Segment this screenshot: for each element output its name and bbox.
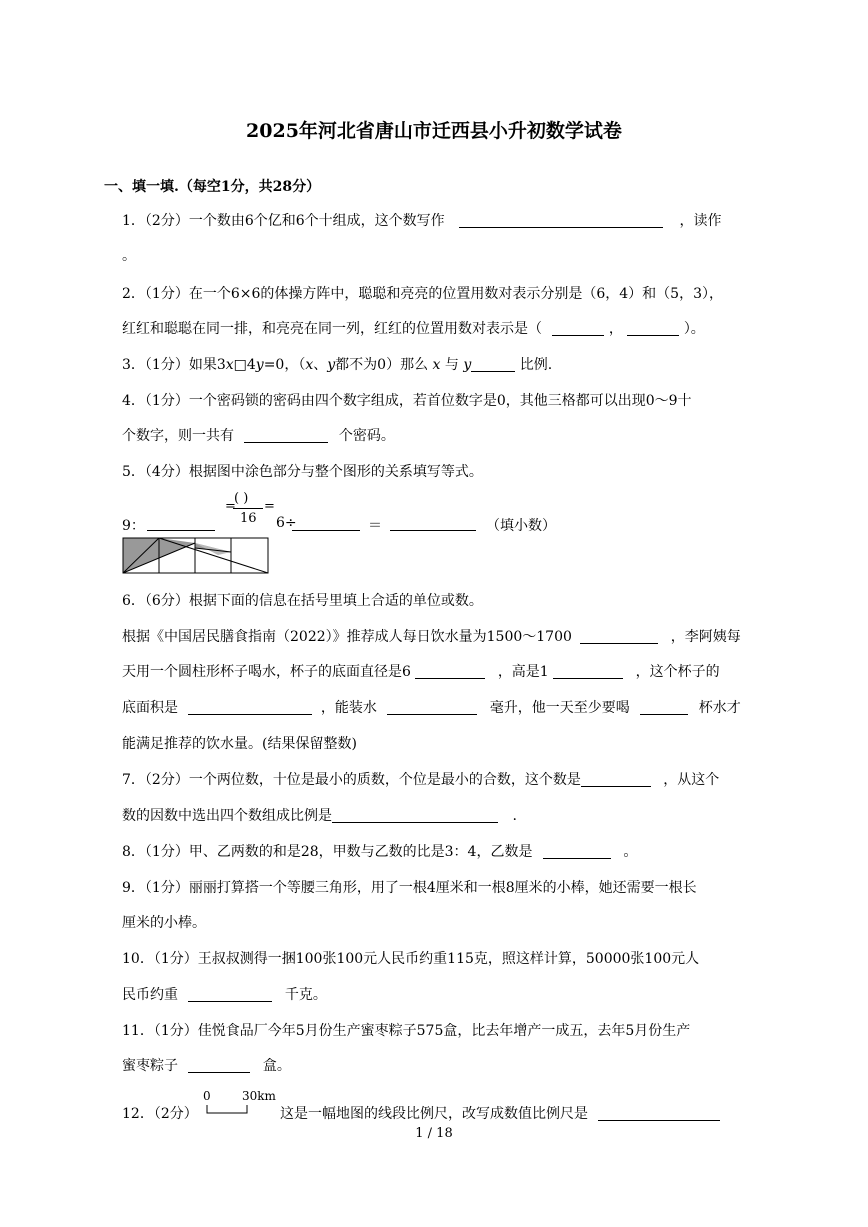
question-2-line1: 2．（1分）在一个6×6的体操方阵中，聪聪和亮亮的位置用数对表示分别是（6，4）和（5，3）， bbox=[122, 286, 723, 302]
scale-bar-zero: 0 bbox=[203, 1089, 211, 1103]
q5-equals: ＝ bbox=[368, 518, 382, 534]
q6-blank-unit-1[interactable] bbox=[580, 629, 658, 644]
question-7-line2 bbox=[122, 805, 517, 825]
var-x: x bbox=[432, 357, 441, 373]
q10-blank[interactable] bbox=[188, 987, 272, 1002]
q6-blank-area[interactable] bbox=[188, 700, 312, 715]
question-4-line1: 4．（1分）一个密码锁的密码由四个数字组成，若首位数字是0，其他三格都可以出现0～9十 bbox=[122, 393, 692, 409]
q8-text: 8．（1分）甲、乙两数的和是28，甲数与乙数的比是3：4，乙数是 bbox=[122, 844, 533, 860]
q3-text-g: 比例. bbox=[519, 357, 553, 373]
q7-text-d: . bbox=[512, 808, 517, 824]
question-7-line1 bbox=[122, 769, 719, 789]
section-heading: 一、填一填.（每空1分，共28分） bbox=[104, 179, 321, 195]
fraction-bar bbox=[233, 508, 263, 509]
q3-text-f: 与 bbox=[444, 357, 459, 373]
q12-blank[interactable] bbox=[598, 1106, 720, 1121]
q5-blank-3[interactable] bbox=[390, 516, 476, 531]
question-6-line5: 能满足推荐的饮水量。(结果保留整数) bbox=[122, 736, 357, 752]
question-9-line2: 厘米的小棒。 bbox=[122, 915, 206, 931]
question-8 bbox=[122, 841, 637, 861]
eq-sign-2: = bbox=[264, 499, 275, 514]
question-10-line1: 10．（1分）王叔叔测得一捆100张100元人民币约重115克，照这样计算，50000张100元人 bbox=[122, 951, 700, 967]
q11-end: 盒。 bbox=[262, 1058, 291, 1074]
q2-comma: ， bbox=[608, 321, 623, 337]
q6-text-d: ，高是1 bbox=[497, 664, 549, 680]
q11-text: 蜜枣粽子 bbox=[122, 1058, 178, 1074]
scale-bar-km: 30km bbox=[242, 1089, 276, 1103]
q6-text-c: 天用一个圆柱形杯子喝水，杯子的底面直径是6 bbox=[122, 664, 411, 680]
question-12-prefix: 12．（2分） bbox=[122, 1106, 198, 1122]
q5-div: 6÷ bbox=[276, 515, 297, 531]
shaded-rectangle-figure bbox=[122, 537, 270, 575]
q7-blank-number[interactable] bbox=[581, 772, 651, 787]
q8-end: 。 bbox=[623, 844, 638, 860]
q6-blank-volume[interactable] bbox=[387, 700, 477, 715]
q10-end: 千克。 bbox=[284, 987, 327, 1003]
question-5-line1: 5．（4分）根据图中涂色部分与整个图形的关系填写等式。 bbox=[122, 464, 483, 480]
q7-text-c: 数的因数中选出四个数组成比例是 bbox=[122, 808, 332, 824]
q10-text: 民币约重 bbox=[122, 987, 178, 1003]
var-y: y bbox=[327, 357, 336, 373]
q12-text: 这是一幅地图的线段比例尺，改写成数值比例尺是 bbox=[280, 1106, 588, 1122]
q6-blank-unit-2[interactable] bbox=[415, 664, 485, 679]
question-12-text bbox=[280, 1103, 720, 1123]
question-6-line4 bbox=[122, 697, 741, 717]
question-11-line2 bbox=[122, 1055, 291, 1075]
question-2-line2 bbox=[122, 318, 705, 338]
eq-sign-1: = bbox=[225, 499, 236, 514]
q1-text-read: ，读作 bbox=[679, 213, 722, 229]
page-title: 2025年河北省唐山市迁西县小升初数学试卷 bbox=[246, 120, 622, 142]
q6-text-i: 杯水才 bbox=[698, 700, 741, 716]
q6-text-f: 底面积是 bbox=[122, 700, 178, 716]
q2-blank-2[interactable] bbox=[627, 321, 679, 336]
question-3 bbox=[122, 354, 552, 374]
fraction-numerator: ( ) bbox=[234, 491, 249, 506]
var-y: y bbox=[255, 357, 264, 373]
q4-text: 个数字，则一共有 bbox=[122, 428, 234, 444]
q6-text-a: 根据《中国居民膳食指南（2022）》推荐成人每日饮水量为1500～1700 bbox=[122, 629, 572, 645]
q3-text-d: 、 bbox=[313, 357, 328, 373]
q6-blank-unit-3[interactable] bbox=[553, 664, 623, 679]
var-y: y bbox=[463, 357, 472, 373]
question-1 bbox=[122, 210, 722, 230]
q6-text-g: ，能装水 bbox=[320, 700, 377, 716]
q6-text-h: 毫升，他一天至少要喝 bbox=[489, 700, 630, 716]
question-6-line2 bbox=[122, 626, 741, 646]
q2-text: 红红和聪聪在同一排，和亮亮在同一列，红红的位置用数对表示是（ bbox=[122, 321, 542, 337]
q5-blank-1[interactable] bbox=[147, 516, 215, 531]
q5-nine: 9： bbox=[122, 518, 145, 534]
var-x: x bbox=[225, 357, 234, 373]
question-9-line1: 9．（1分）丽丽打算搭一个等腰三角形，用了一根4厘米和一根8厘米的小棒，她还需要一根长 bbox=[122, 880, 697, 896]
q6-text-b: ，李阿姨每 bbox=[670, 629, 741, 645]
q6-blank-cups[interactable] bbox=[640, 700, 688, 715]
question-11-line1: 11．（1分）佳悦食品厂今年5月份生产蜜枣粽子575盒，比去年增产一成五，去年5月份生产 bbox=[122, 1023, 691, 1039]
q5-note: （填小数） bbox=[486, 518, 556, 534]
q3-text-c: =0，（ bbox=[263, 357, 306, 373]
fraction-denominator: 16 bbox=[240, 511, 257, 526]
q5-blank-2[interactable] bbox=[292, 516, 360, 531]
q3-blank[interactable] bbox=[471, 357, 515, 372]
q7-text-b: ，从这个 bbox=[663, 772, 720, 788]
q1-end: 。 bbox=[122, 248, 136, 264]
question-4-line2 bbox=[122, 425, 395, 445]
question-10-line2 bbox=[122, 984, 327, 1004]
q1-answer-blank[interactable] bbox=[459, 213, 663, 228]
question-6-line3 bbox=[122, 661, 720, 681]
q3-text-e: 都不为0）那么 bbox=[335, 357, 429, 373]
q4-blank[interactable] bbox=[244, 428, 328, 443]
q2-end: ）。 bbox=[683, 321, 705, 337]
q7-text-a: 7．（2分）一个两位数，十位是最小的质数，个位是最小的合数，这个数是 bbox=[122, 772, 581, 788]
var-x: x bbox=[305, 357, 314, 373]
q11-blank[interactable] bbox=[188, 1058, 250, 1073]
scale-bar bbox=[206, 1104, 250, 1116]
page-number: 1 / 18 bbox=[415, 1126, 453, 1141]
q3-text-a: 3．（1分）如果3 bbox=[122, 357, 226, 373]
q7-blank-proportion[interactable] bbox=[332, 808, 498, 823]
q2-blank-1[interactable] bbox=[552, 321, 604, 336]
question-6-line1: 6．（6分）根据下面的信息在括号里填上合适的单位或数。 bbox=[122, 593, 483, 609]
q1-text: 1．（2分）一个数由6个亿和6个十组成，这个数写作 bbox=[122, 213, 445, 229]
q6-text-e: ，这个杯子的 bbox=[635, 664, 720, 680]
q8-blank[interactable] bbox=[543, 844, 611, 859]
q3-text-b: □4 bbox=[233, 357, 256, 373]
q4-end: 个密码。 bbox=[338, 428, 395, 444]
